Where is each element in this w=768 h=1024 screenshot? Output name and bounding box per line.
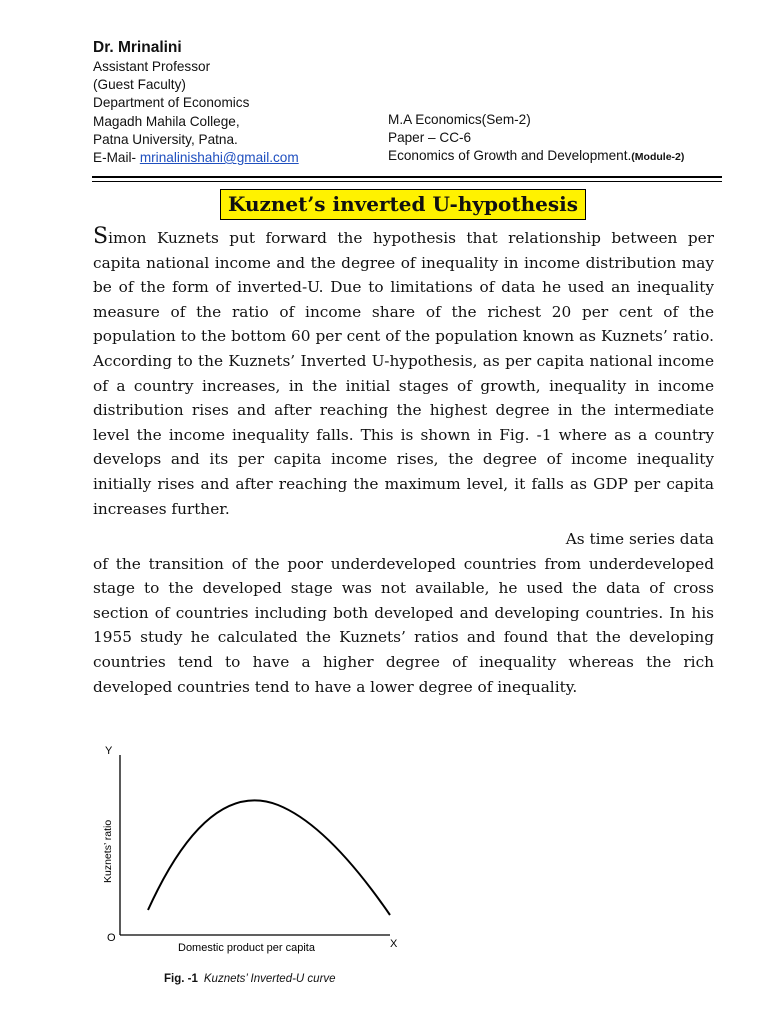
author-college: Magadh Mahila College, bbox=[93, 113, 240, 129]
module-label: (Module-2) bbox=[631, 151, 685, 164]
paragraph-1 bbox=[93, 226, 714, 521]
figure-caption-text: Kuznets’ Inverted-U curve bbox=[203, 973, 336, 985]
origin-label: O bbox=[107, 932, 116, 944]
figure-number: Fig. -1 bbox=[164, 973, 198, 985]
paragraph-1-text: imon Kuznets put forward the hypothesis that relationship between per capita national income and the degree of inequality in income distribution may be of the form of inverted-U. Due to limitations of data he used an inequality measure of the ratio of income share of the richest 20 per cent of the population to the bottom 60 per cent of the population known as Kuznets’ ratio. According to the Kuznets’ Inverted U-hypothesis, as per capita national income of a country increases, in the initial stages of growth, inequality in income distribution rises and after reaching the highest degree in the intermediate level the income inequality falls. This is shown in Fig. -1 where as a country develops and its per capita income rises, the degree of income inequality initially rises and after reaching the maximum level, it falls as GDP per capita increases further. bbox=[93, 229, 714, 518]
course-name: M.A Economics(Sem-2) bbox=[388, 112, 531, 127]
paragraph-2 bbox=[93, 527, 714, 699]
author-department: Department of Economics bbox=[93, 95, 250, 111]
author-designation: Assistant Professor bbox=[93, 59, 211, 74]
y-axis-label: Kuznets’ ratio bbox=[102, 819, 114, 883]
email-link[interactable]: mrinalinishahi@gmail.com bbox=[139, 150, 299, 166]
drop-cap: S bbox=[93, 224, 109, 249]
author-block bbox=[93, 38, 299, 167]
author-name: Dr. Mrinalini bbox=[93, 39, 182, 56]
email-label: E-Mail- bbox=[93, 150, 137, 166]
course-block bbox=[388, 111, 684, 167]
kuznets-curve-figure bbox=[90, 735, 420, 995]
author-university: Patna University, Patna. bbox=[93, 131, 238, 147]
subject-name: Economics of Growth and Development. bbox=[388, 148, 632, 164]
x-axis-label: Domestic product per capita bbox=[178, 942, 315, 954]
header-divider-thick bbox=[92, 176, 722, 178]
paper-code: Paper – CC-6 bbox=[388, 130, 472, 146]
paragraph-2-text: of the transition of the poor underdeveloped countries from underdeveloped stage to the developed stage was not available, he used the data of cross section of countries including both developed and developing countries. In his 1955 study he calculated the Kuznets’ ratios and found that the developing countries tend to have a higher degree of inequality whereas the rich developed countries tend to have a lower degree of inequality. bbox=[93, 554, 714, 696]
subject-line bbox=[388, 147, 684, 166]
page-title: Kuznet’s inverted U-hypothesis bbox=[220, 189, 586, 220]
x-axis-letter: X bbox=[390, 938, 398, 950]
figure-caption bbox=[164, 973, 336, 985]
paragraph-2-lead: As time series data bbox=[565, 530, 714, 548]
header-divider-thin bbox=[92, 181, 722, 182]
author-faculty: (Guest Faculty) bbox=[93, 77, 186, 93]
author-email-line bbox=[93, 149, 299, 167]
inverted-u-curve bbox=[148, 800, 390, 915]
y-axis-letter: Y bbox=[105, 745, 113, 757]
